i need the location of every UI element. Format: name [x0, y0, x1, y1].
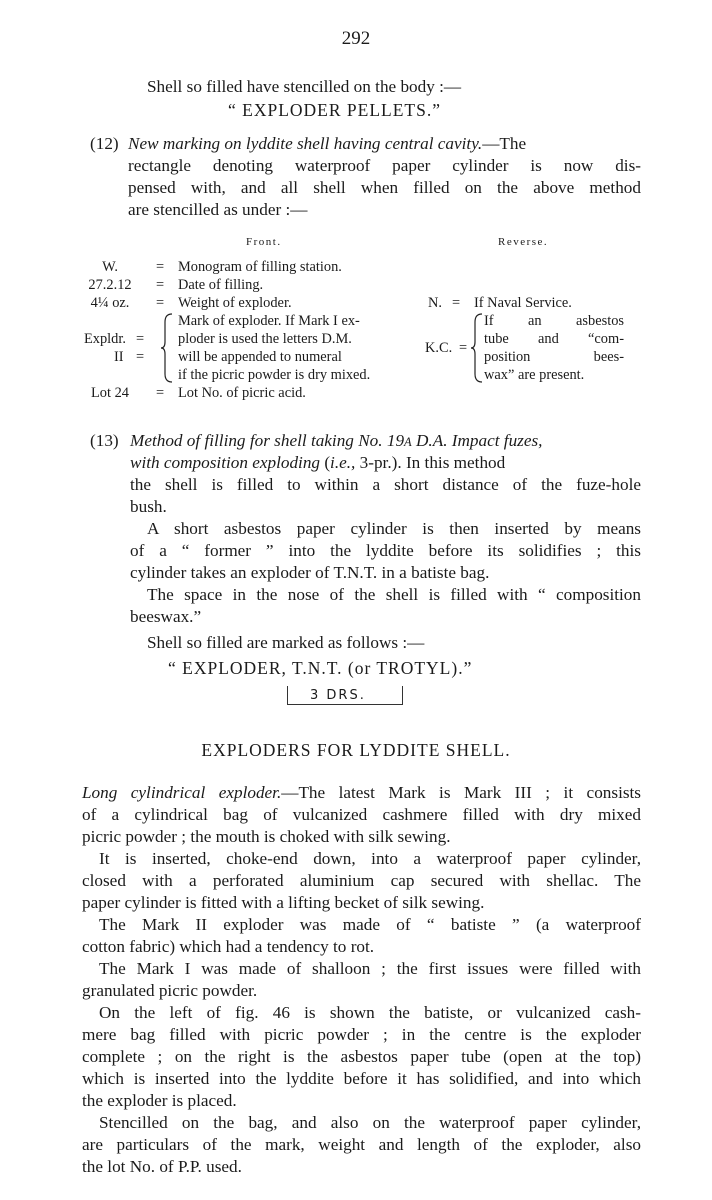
reverse-header: Reverse. [498, 236, 549, 248]
exploders-p6-line-3: the lot No. of P.P. used. [82, 1157, 242, 1176]
section-12-number: (12) [90, 134, 119, 153]
exploders-p5-line-5: the exploder is placed. [82, 1091, 237, 1110]
section-13-title-rest: 3-pr.). In this method [355, 453, 506, 472]
front-text-w: Monogram of filling station. [178, 259, 342, 275]
section-12-line-4: are stencilled as under :— [128, 200, 308, 219]
front-code-w: W. [102, 259, 118, 275]
front-text-date: Date of filling. [178, 277, 264, 293]
front-eq-w: = [156, 259, 165, 275]
page-number: 292 [341, 28, 371, 49]
exploders-p2-line-3: paper cylinder is fitted with a lifting becket of silk sewing. [82, 893, 485, 912]
exploders-p5-line-3: complete ; on the right is the asbestos paper tube (open at the top) [82, 1047, 641, 1066]
exploders-p1-title: Long cylindrical exploder. [82, 783, 282, 802]
exploder-line-2: ploder is used the letters D.M. [178, 331, 352, 347]
reverse-brace [470, 312, 484, 384]
exploders-p1-line-1 [82, 782, 641, 804]
section-13-para-2-line-2: of a “ former ” into the lyddite before its solidifies ; this [130, 541, 641, 560]
exploders-p4-line-2: granulated picric powder. [82, 981, 258, 1000]
section-12-title: New marking on lyddite shell having central cavity. [128, 134, 483, 153]
section-12-line-3: pensed with, and all shell when filled on the above method [128, 178, 641, 197]
reverse-eq-kc: = [459, 340, 468, 356]
front-text-lot: Lot No. of picric acid. [178, 385, 306, 401]
exploders-p5-line-1: On the left of fig. 46 is shown the batiste, or vulcanized cash- [99, 1003, 641, 1022]
exploders-p1-line-3: picric powder ; the mouth is choked with silk sewing. [82, 827, 451, 846]
reverse-kc-line-1: If an asbestos [484, 313, 624, 329]
front-eq-date: = [156, 277, 165, 293]
front-eq-mark: = [136, 349, 145, 365]
exploders-p6-line-1: Stencilled on the bag, and also on the waterproof paper cylinder, [99, 1113, 641, 1132]
exploders-p6-line-2: are particulars of the mark, weight and length of the exploder, also [82, 1135, 641, 1154]
marking-exploder-pellets: “ EXPLODER PELLETS.” [228, 100, 441, 120]
section-13-title-line-2 [130, 452, 505, 474]
section-13-title-b: D.A. Impact fuzes, [411, 431, 543, 450]
exploders-p5-line-2: mere bag filled with picric powder ; in the centre is the exploder [82, 1025, 641, 1044]
section-13-title-a: Method of filling for shell taking No. 19 [130, 431, 405, 450]
section-13-title-line-1 [130, 430, 542, 453]
front-eq-expldr: = [136, 331, 145, 347]
exploders-p3-line-1: The Mark II exploder was made of “ batiste ” (a waterproof [99, 915, 641, 934]
front-code-date: 27.2.12 [88, 277, 132, 293]
exploders-p2-line-2: closed with a perforated aluminium cap secured with shellac. The [82, 871, 641, 890]
stencil-box-label: 3 DRS. [310, 688, 366, 703]
front-code-mark: II [114, 349, 124, 365]
section-13-para-3-line-1: The space in the nose of the shell is filled with “ composition [147, 585, 641, 604]
front-code-expldr: Expldr. [84, 331, 126, 347]
exploders-p2-line-1: It is inserted, choke-end down, into a waterproof paper cylinder, [99, 849, 641, 868]
exploder-line-4: if the picric powder is dry mixed. [178, 367, 371, 383]
exploder-line-1: Mark of exploder. If Mark I ex- [178, 313, 360, 329]
reverse-kc-line-3: position bees- [484, 349, 624, 365]
intro-line: Shell so filled have stencilled on the body :— [147, 77, 462, 96]
front-code-lot: Lot 24 [91, 385, 129, 401]
front-eq-weight: = [156, 295, 165, 311]
section-13-line-2: bush. [130, 497, 167, 516]
exploders-p1-line-2: of a cylindrical bag of vulcanized cashmere filled with dry mixed [82, 805, 641, 824]
reverse-eq-n: = [452, 295, 461, 311]
section-12-line-1: —The [482, 134, 527, 153]
exploders-p5-line-4: which is inserted into the lyddite before it has solidified, and into which [82, 1069, 641, 1088]
exploder-line-3: will be appended to numeral [178, 349, 342, 365]
exploder-brace [160, 312, 174, 384]
section-13-paren-open: ( [320, 453, 331, 472]
section-13-para-2-line-1: A short asbestos paper cylinder is then inserted by means [147, 519, 641, 538]
section-12-title-line [128, 133, 526, 155]
section-13-title-c: with composition exploding [130, 453, 321, 472]
reverse-kc-line-4: wax” are present. [484, 367, 585, 383]
section-13-para-3-line-2: beeswax.” [130, 607, 202, 626]
front-header: Front. [246, 236, 282, 248]
front-code-weight: 4¼ oz. [90, 295, 130, 311]
exploders-p4-line-1: The Mark I was made of shalloon ; the first issues were filled with [99, 959, 641, 978]
reverse-kc-line-2: tube and “com- [484, 331, 624, 347]
section-13-line-1: the shell is filled to within a short distance of the fuze-hole [130, 475, 641, 494]
section-13-marked-line: Shell so filled are marked as follows :— [147, 633, 425, 652]
section-heading: EXPLODERS FOR LYDDITE SHELL. [201, 740, 511, 760]
exploders-p1-line-1-rest: —The latest Mark is Mark III ; it consists [281, 783, 641, 802]
front-text-weight: Weight of exploder. [178, 295, 292, 311]
section-12-line-2: rectangle denoting waterproof paper cylinder is now dis- [128, 156, 641, 175]
marking-exploder-tnt: “ EXPLODER, T.N.T. (or TROTYL).” [168, 658, 473, 678]
reverse-code-n: N. [428, 295, 442, 311]
section-13-ie: i.e., [330, 453, 356, 472]
reverse-code-kc: K.C. [425, 340, 453, 356]
section-13-number: (13) [90, 431, 119, 450]
section-13-title-small-a: A [404, 435, 412, 449]
section-13-para-2-line-3: cylinder takes an exploder of T.N.T. in a batiste bag. [130, 563, 490, 582]
reverse-text-n: If Naval Service. [474, 295, 572, 311]
exploders-p3-line-2: cotton fabric) which had a tendency to rot. [82, 937, 375, 956]
front-eq-lot: = [156, 385, 165, 401]
